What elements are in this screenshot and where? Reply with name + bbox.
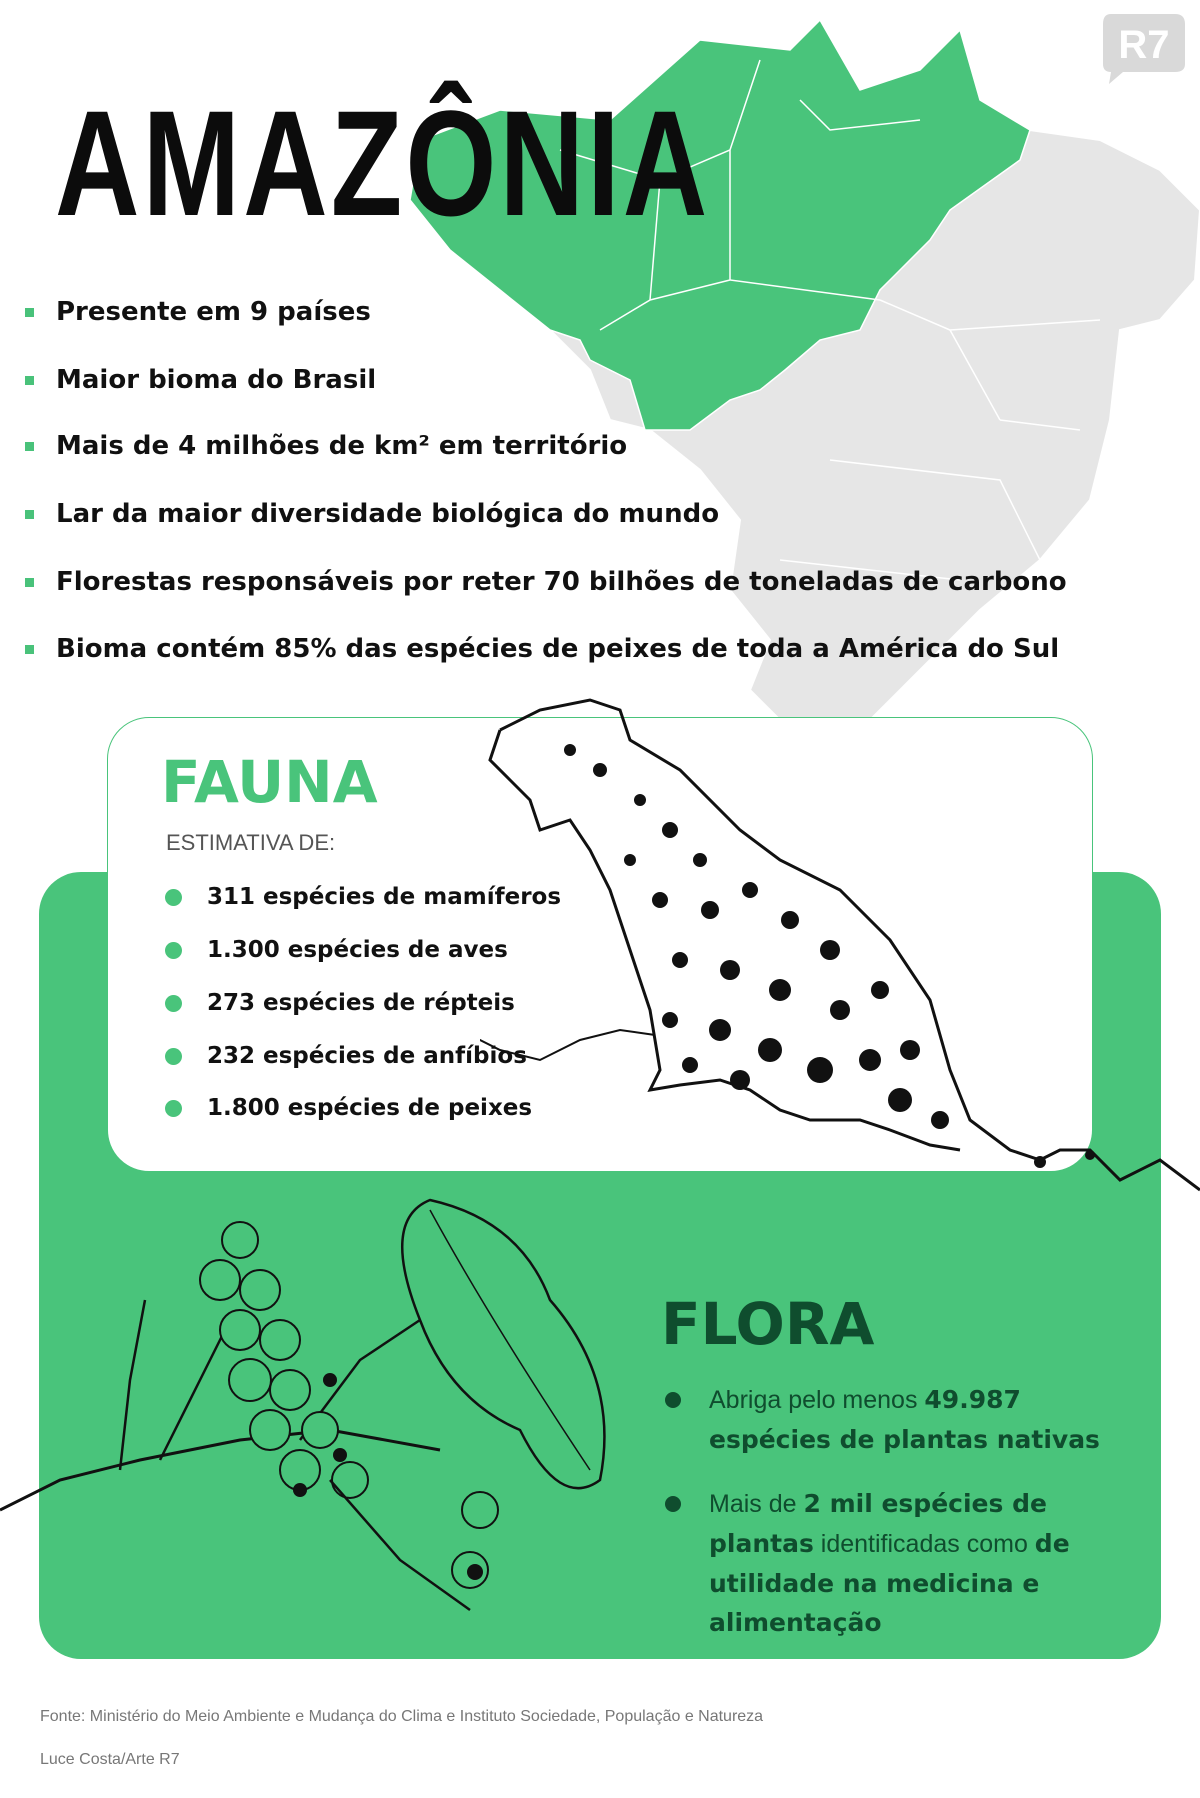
fauna-subtitle: ESTIMATIVA DE: — [166, 830, 336, 855]
flora-title: FLORA — [661, 1290, 875, 1358]
fauna-title: FAUNA — [161, 748, 378, 816]
fauna-item: 273 espécies de répteis — [165, 990, 515, 1016]
flora-item: Abriga pelo menos 49.987 espécies de plantas nativas — [665, 1380, 1145, 1459]
fauna-item: 311 espécies de mamíferos — [165, 884, 561, 910]
svg-text:R7: R7 — [1118, 23, 1170, 67]
jaguar-illustration — [480, 690, 1200, 1220]
credit-note: Luce Costa/Arte R7 — [40, 1751, 180, 1768]
fauna-item: 1.300 espécies de aves — [165, 937, 508, 963]
plant-illustration — [0, 1180, 640, 1640]
fact-item: Presente em 9 países — [25, 297, 371, 327]
fact-item: Florestas responsáveis por reter 70 bilhões de toneladas de carbono — [25, 567, 1067, 597]
flora-item: Mais de 2 mil espécies de plantas identificadas como de utilidade na medicina e alimentação — [665, 1484, 1145, 1642]
page-title: AMAZÔNIA — [55, 79, 711, 247]
fauna-item: 232 espécies de anfíbios — [165, 1043, 527, 1069]
r7-logo — [1103, 14, 1185, 84]
fact-item: Bioma contém 85% das espécies de peixes de toda a América do Sul — [25, 634, 1059, 664]
source-note: Fonte: Ministério do Meio Ambiente e Mudança do Clima e Instituto Sociedade, População e Natureza — [40, 1708, 764, 1725]
fact-item: Mais de 4 milhões de km² em território — [25, 431, 627, 461]
fauna-item: 1.800 espécies de peixes — [165, 1095, 532, 1121]
fact-item: Lar da maior diversidade biológica do mundo — [25, 499, 719, 529]
fact-item: Maior bioma do Brasil — [25, 365, 376, 395]
